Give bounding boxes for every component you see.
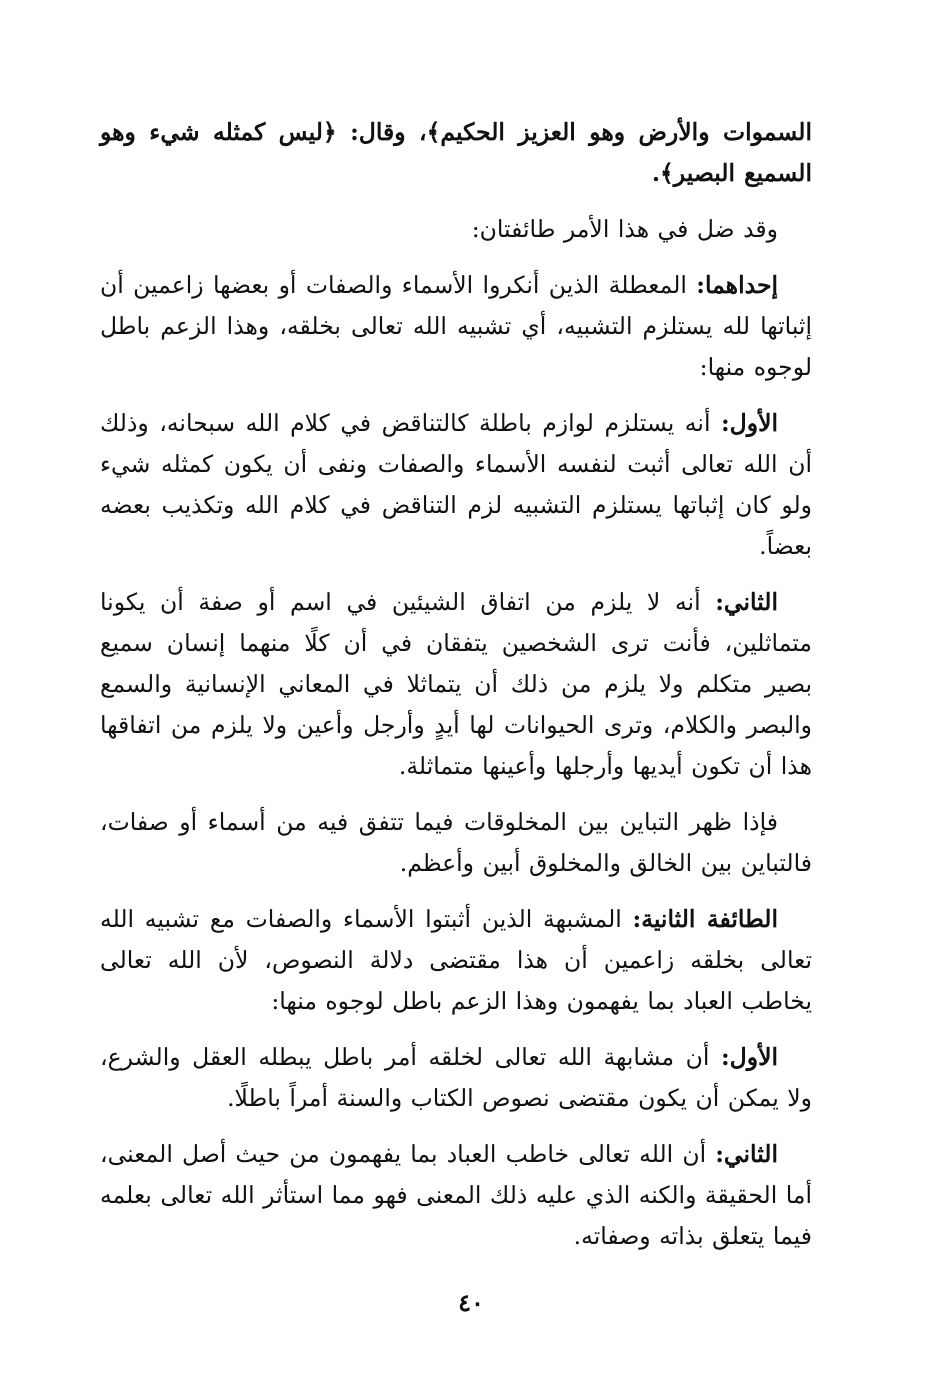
paragraph-lead: إحداهما:: [696, 271, 778, 299]
paragraph-first-group: [100, 265, 812, 388]
paragraph-two-groups-intro: [100, 209, 812, 250]
paragraph-first-rebuttal: [100, 1037, 812, 1119]
paragraph-text: المعطلة الذين أنكروا الأسماء والصفات أو بعضها زاعمين أن إثباتها لله يستلزم التشبيه، أي تشبيه الله تعالى بخلقه، وهذا الزعم باطل لوجوه منها:: [100, 271, 812, 381]
paragraph-lead: الأول:: [720, 1043, 778, 1071]
paragraph-text: أنه لا يلزم من اتفاق الشيئين في اسم أو صفة أن يكونا متماثلين، فأنت ترى الشخصين يتفقان في أن كلًا منهما إنسان سميع بصير متكلم ولا يلزم من ذلك أن يتماثلا في المعاني الإنسانية والسمع والبصر والكلام، وترى الحيوانات لها أيدٍ وأرجل وأعين ولا يلزم من اتفاقها هذا أن تكون أيديها وأرجلها وأعينها متماثلة.: [100, 588, 812, 780]
paragraph-first-reason: [100, 403, 812, 567]
paragraph-text: السموات والأرض وهو العزيز الحكيم﴾، وقال: ﴿ليس كمثله شيء وهو السميع البصير﴾.: [100, 118, 812, 187]
paragraph-text: فإذا ظهر التباين بين المخلوقات فيما تتفق فيه من أسماء أو صفات، فالتباين بين الخالق والمخلوق أبين وأعظم.: [100, 808, 812, 877]
paragraph-lead: الأول:: [720, 409, 778, 437]
paragraph-second-reason: [100, 582, 812, 787]
paragraph-lead: الطائفة الثانية:: [632, 905, 779, 933]
paragraph-text: أن الله تعالى خاطب العباد بما يفهمون من حيث أصل المعنى، أما الحقيقة والكنه الذي عليه ذلك المعنى فهو مما استأثر الله تعالى بعلمه فيما يتعلق بذاته وصفاته.: [100, 1140, 812, 1250]
paragraph-continuation: [100, 112, 812, 194]
page-body: [100, 112, 812, 1272]
paragraph-text: وقد ضل في هذا الأمر طائفتان:: [471, 215, 778, 243]
paragraph-text: أنه يستلزم لوازم باطلة كالتناقض في كلام الله سبحانه، وذلك أن الله تعالى أثبت لنفسه الأسماء والصفات ونفى أن يكون كمثله شيء ولو كان إثباتها يستلزم التشبيه لزم التناقض في كلام الله وتكذيب بعضه بعضاً.: [100, 409, 812, 560]
paragraph-conclusion: [100, 802, 812, 884]
paragraph-lead: الثاني:: [715, 588, 778, 616]
page-number: ٤٠: [458, 1288, 484, 1317]
paragraph-second-group: [100, 899, 812, 1022]
paragraph-second-rebuttal: [100, 1134, 812, 1257]
paragraph-text: المشبهة الذين أثبتوا الأسماء والصفات مع تشبيه الله تعالى بخلقه زاعمين أن هذا مقتضى دلالة النصوص، لأن الله تعالى يخاطب العباد بما يفهمون وهذا الزعم باطل لوجوه منها:: [100, 905, 812, 1015]
paragraph-lead: الثاني:: [715, 1140, 778, 1168]
paragraph-text: أن مشابهة الله تعالى لخلقه أمر باطل يبطله العقل والشرع، ولا يمكن أن يكون مقتضى نصوص الكتاب والسنة أمراً باطلًا.: [100, 1043, 812, 1112]
